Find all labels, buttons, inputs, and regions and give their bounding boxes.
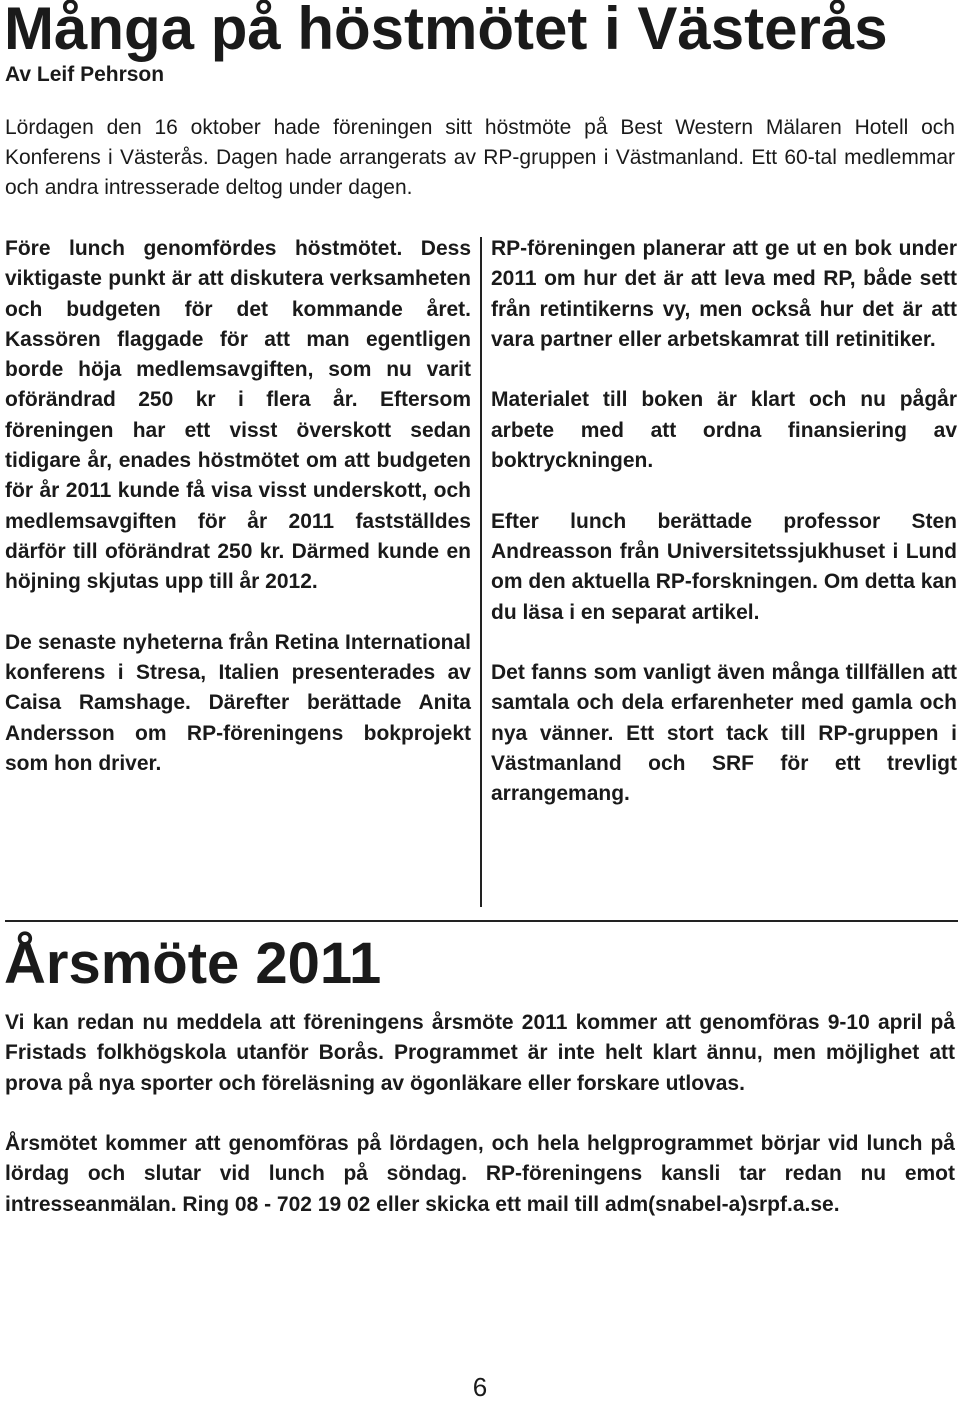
section-paragraph-2: Årsmötet kommer att genomföras på lördagen, och hela helgprogrammet börjar vid lunch på lördag och slutar vid lunch på söndag. RP-föreningens kansli tar redan nu emot intresseanmälan. Ring 08 - 702 19 02 eller skicka ett mail till adm(snabel-a)srpf.a.se. — [5, 1132, 955, 1216]
section-body — [5, 1008, 955, 1250]
right-paragraph-4: Det fanns som vanligt även många tillfällen att samtala och dela erfarenheter med gamla och nya vänner. Ett stort tack till RP-gruppen i Västmanland och SRF för ett trevligt arrangemang. — [491, 661, 957, 806]
right-column — [491, 234, 957, 840]
page-number: 6 — [472, 1372, 488, 1402]
article-byline: Av Leif Pehrson — [5, 63, 165, 86]
left-paragraph-2: De senaste nyheterna från Retina International konferens i Stresa, Italien presenterades av Caisa Ramshage. Därefter berättade Anita Andersson om RP-föreningens bokprojekt som hon driver. — [5, 630, 471, 776]
article-title: Många på höstmötet i Västerås — [4, 0, 888, 62]
right-paragraph-3: Efter lunch berättade professor Sten Andreasson från Universitetssjukhuset i Lund om den aktuella RP-forskningen. Om detta kan du läsa i en separat artikel. — [491, 509, 957, 624]
section-title: Årsmöte 2011 — [4, 931, 382, 996]
section-divider — [5, 920, 958, 922]
column-divider — [480, 237, 482, 907]
section-paragraph-1: Vi kan redan nu meddela att föreningens årsmöte 2011 kommer att genomföras 9-10 april på Fristads folkhögskola utanför Borås. Programmet är inte helt klart ännu, men möjlighet att prova på nya sporter och föreläsning av ögonläkare eller forskare utlovas. — [5, 1011, 955, 1095]
left-paragraph-1: Före lunch genomfördes höstmötet. Dess viktigaste punkt är att diskutera verksamheten och budgeten för det kommande året. Kassören flaggade för att man egentligen borde höja medlemsavgiften, som nu varit oförändrad 250 kr i flera år. Eftersom föreningen har ett visst överskott sedan tidigare år, enades höstmötet om att budgeten för år 2011 kunde få visa visst underskott, och medlemsavgiften för år 2011 fastställdes därför till oförändrat 250 kr. Därmed kunde en höjning skjutas upp till år 2012. — [5, 237, 471, 594]
right-paragraph-1: RP-föreningen planerar att ge ut en bok under 2011 om hur det är att leva med RP, både sett från retintikerns vy, men också hur det är att vara partner eller arbetskamrat till retinitiker. — [491, 237, 957, 351]
article-lead: Lördagen den 16 oktober hade föreningen sitt höstmöte på Best Western Mälaren Hotell och Konferens i Västerås. Dagen hade arrangerats av RP-gruppen i Västmanland. Ett 60-tal medlemmar och andra intresserade deltog under dagen. — [5, 116, 955, 199]
left-column — [5, 234, 471, 810]
right-paragraph-2: Materialet till boken är klart och nu pågår arbete med att ordna finansiering av boktryckningen. — [491, 388, 957, 473]
